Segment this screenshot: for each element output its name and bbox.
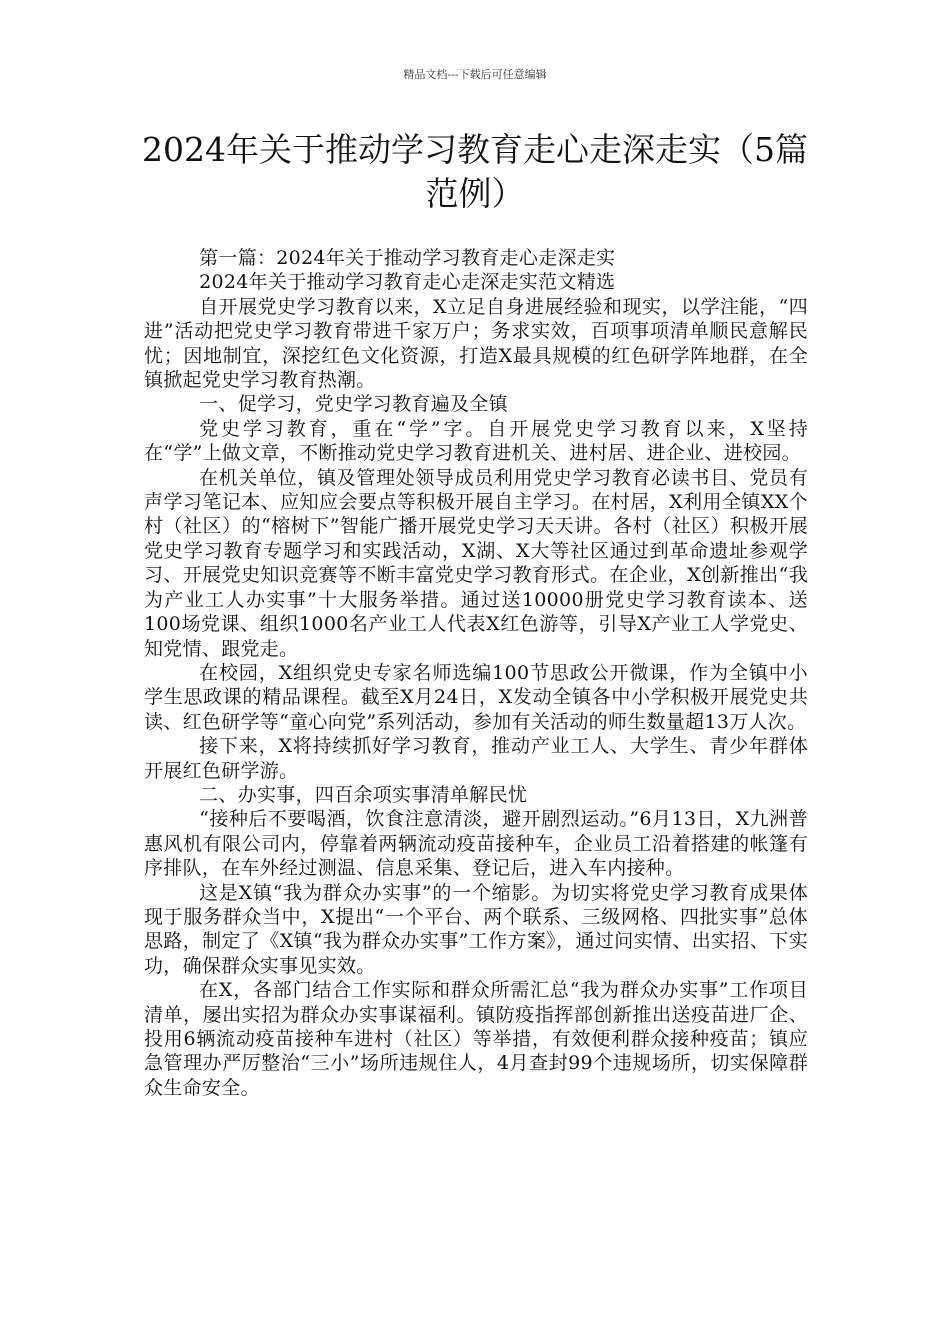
paragraph: 2024年关于推动学习教育走心走深走实范文精选 xyxy=(199,271,616,294)
paragraph: 党史学习教育，重在“学”字。自开展党史学习教育以来，X坚持在“学”上做文章，不断推动党史学习教育进机关、进村居、进企业、进校园。 xyxy=(144,417,808,465)
section-heading: 二、办实事，四百余项实事清单解民忧 xyxy=(199,783,528,806)
paragraph: 接下来，X将持续抓好学习教育，推动产业工人、大学生、青少年群体开展红色研学游。 xyxy=(144,735,808,782)
section-heading: 一、促学习，党史学习教育遍及全镇 xyxy=(199,393,508,416)
header-note: 精品文档---下载后可任意编辑 xyxy=(403,68,547,81)
paragraph: 在机关单位，镇及管理处领导成员利用党史学习教育必读书目、党员有声学习笔记本、应知应会要点等积极开展自主学习。在村居，X利用全镇XX个村（社区）的“榕树下”智能广播开展党史学习天天讲。各村（社区）积极开展党史学习教育专题学习和实践活动，X湖、X大等社区通过到革命遗址参观学习、开展党史知识竞赛等不断丰富党史学习教育形式。在企业，X创新推出“我为产业工人办实事”十大服务举措。通过送10000册党史学习教育读本、送100场党课、组织1000名产业工人代表X红色游等，引导X产业工人学党史、知党情、跟党走。 xyxy=(144,466,808,660)
paragraph: 在校园，X组织党史专家名师选编100节思政公开微课，作为全镇中小学生思政课的精品课程。截至X月24日，X发动全镇各中小学积极开展党史共读、红色研学等“童心向党”系列活动，参加有关活动的师生数量超13万人次。 xyxy=(144,661,808,733)
paragraph: “接种后不要喝酒，饮食注意清淡，避开剧烈运动。”6月13日，X九洲普惠风机有限公司内，停靠着两辆流动疫苗接种车，企业员工沿着搭建的帐篷有序排队，在车外经过测温、信息采集、登记后，进入车内接种。 xyxy=(144,808,808,880)
paragraph: 在X，各部门结合工作实际和群众所需汇总“我为群众办实事”工作项目清单，屡出实招为群众办实事谋福利。镇防疫指挥部创新推出送疫苗进厂企、投用6辆流动疫苗接种车进村（社区）等举措，有效便利群众接种疫苗；镇应急管理办严厉整治“三小”场所违规住人，4月查封99个违规场所，切实保障群众生命安全。 xyxy=(144,979,808,1099)
document-body xyxy=(144,246,808,1100)
paragraph: 自开展党史学习教育以来，X立足自身进展经验和现实，以学注能，“四进”活动把党史学习教育带进千家万户；务求实效，百项事项清单顺民意解民忧；因地制宜，深挖红色文化资源，打造X最具规模的红色研学阵地群，在全镇掀起党史学习教育热潮。 xyxy=(144,295,808,392)
document-title: 2024年关于推动学习教育走心走深走实（5篇范例） xyxy=(142,130,808,213)
paragraph: 第一篇：2024年关于推动学习教育走心走深走实 xyxy=(199,247,616,269)
paragraph: 这是X镇“我为群众办实事”的一个缩影。为切实将党史学习教育成果体现于服务群众当中，X提出“一个平台、两个联系、三级网格、四批实事”总体思路，制定了《X镇“我为群众办实事”工作方案》，通过问实情、出实招、下实功，确保群众实事见实效。 xyxy=(144,881,808,977)
